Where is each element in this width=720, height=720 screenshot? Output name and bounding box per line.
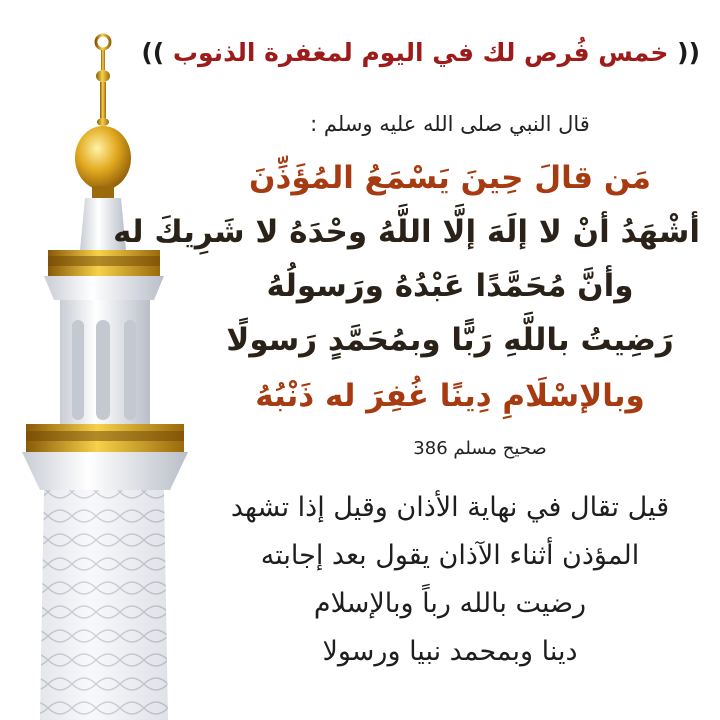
note-line-2: المؤذن أثناء الآذان يقول بعد إجابته bbox=[260, 540, 640, 571]
minaret-image bbox=[0, 0, 210, 720]
title-open-brackets: (( bbox=[677, 38, 700, 67]
hadith-source: صحيح مسلم 386 bbox=[413, 438, 547, 459]
crescent-icon bbox=[96, 35, 110, 49]
golden-dome bbox=[75, 126, 131, 190]
hadith-line-5: وبالإسْلَامِ دِينًا غُفِرَ له ذَنْبُهُ bbox=[255, 378, 645, 414]
hadith-line-1: مَن قالَ حِينَ يَسْمَعُ المُؤَذِّنَ bbox=[249, 160, 651, 196]
text-panel bbox=[113, 0, 700, 720]
hadith-line-3: وأنَّ مُحَمَّدًا عَبْدُهُ ورَسولُهُ bbox=[266, 268, 634, 304]
hadith-line-4: رَضِيتُ باللَّهِ رَبًّا وبمُحَمَّدٍ رَسولًا bbox=[226, 322, 674, 358]
title-text: خمس فُرص لك في اليوم لمغفرة الذنوب bbox=[172, 38, 669, 67]
note-line-4: دينا وبمحمد نبيا ورسولا bbox=[322, 636, 578, 667]
title-close-brackets: )) bbox=[141, 38, 165, 67]
hadith-intro: قال النبي صلى الله عليه وسلم : bbox=[310, 112, 590, 136]
note-line-1: قيل تقال في نهاية الأذان وقيل إذا تشهد bbox=[230, 492, 670, 523]
page-title bbox=[141, 38, 700, 67]
hadith-line-2: أشْهَدُ أنْ لا إلَهَ إلَّا اللَّهُ وحْدَهُ لا شَرِيكَ له bbox=[113, 214, 700, 250]
note-line-3: رضيت بالله رباً وبالإسلام bbox=[313, 588, 587, 619]
